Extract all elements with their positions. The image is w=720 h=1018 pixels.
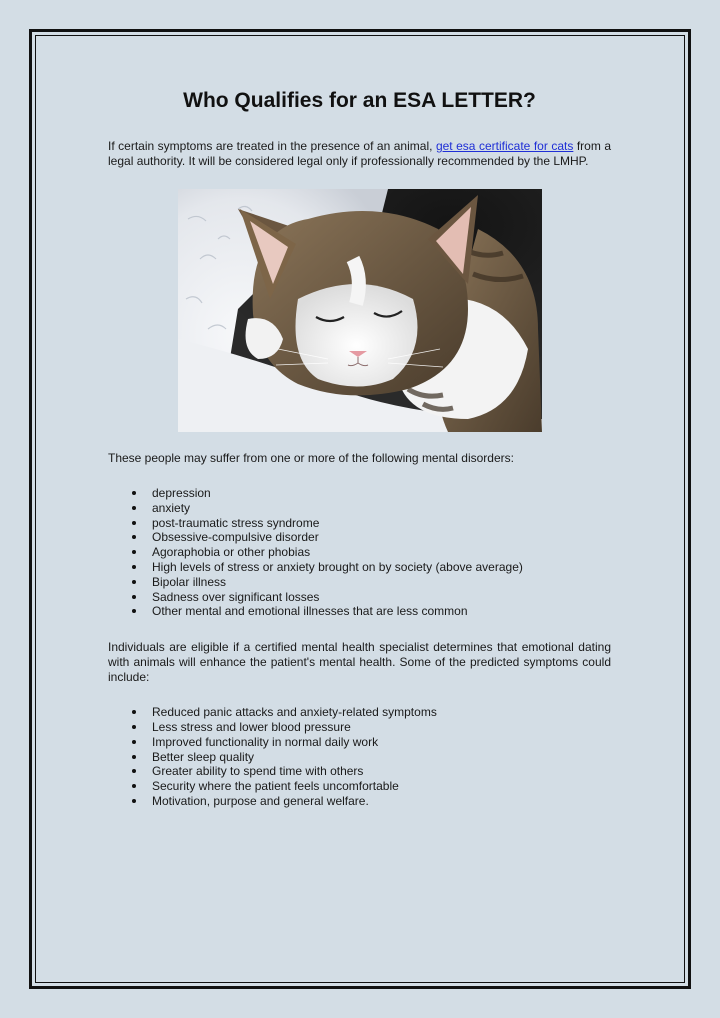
list-item: Agoraphobia or other phobias [108, 545, 611, 560]
list-item: anxiety [108, 501, 611, 516]
list-item: Sadness over significant losses [108, 590, 611, 605]
list-item: Reduced panic attacks and anxiety-related symptoms [108, 705, 611, 720]
document-body [108, 88, 611, 809]
list-item: Greater ability to spend time with others [108, 764, 611, 779]
list-item: Less stress and lower blood pressure [108, 720, 611, 735]
esa-certificate-link[interactable]: get esa certificate for cats [435, 139, 574, 153]
eligibility-paragraph: Individuals are eligible if a certified mental health specialist determines that emotional dating with animals will enhance the patient's mental health. Some of the predicted symptoms could include: [108, 640, 611, 685]
list-item: Bipolar illness [108, 575, 611, 590]
cat-photo [178, 189, 542, 432]
benefits-list [108, 705, 611, 809]
list-item: Security where the patient feels uncomfortable [108, 779, 611, 794]
intro-text-before: If certain symptoms are treated in the presence of an animal, [108, 139, 436, 153]
disorders-list [108, 486, 611, 619]
page-title: Who Qualifies for an ESA LETTER? [183, 89, 536, 112]
list-item: High levels of stress or anxiety brought on by society (above average) [108, 560, 611, 575]
list-item: Motivation, purpose and general welfare. [108, 794, 611, 809]
intro-paragraph [108, 139, 611, 169]
list-item: Other mental and emotional illnesses that are less common [108, 604, 611, 619]
list-item: Obsessive-compulsive disorder [108, 530, 611, 545]
intro-text-after: from a legal authority. It will be considered legal only if professionally recommended by the LMHP. [108, 139, 612, 168]
list-item: Better sleep quality [108, 750, 611, 765]
disorders-intro: These people may suffer from one or more of the following mental disorders: [108, 451, 514, 465]
list-item: post-traumatic stress syndrome [108, 516, 611, 531]
list-item: Improved functionality in normal daily work [108, 735, 611, 750]
list-item: depression [108, 486, 611, 501]
